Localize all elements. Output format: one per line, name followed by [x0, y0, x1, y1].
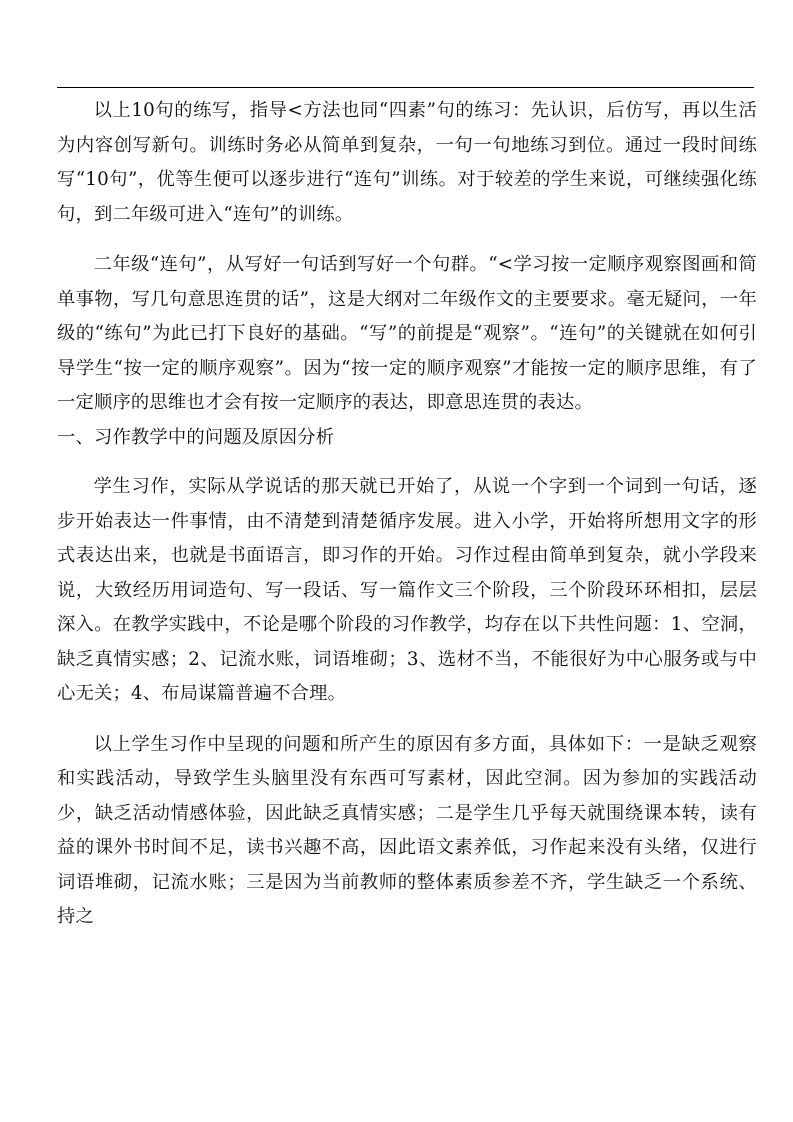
paragraph-writing-stages: 学生习作，实际从学说话的那天就已开始了，从说一个字到一个词到一句话，逐步开始表达一件事情，由不清楚到清楚循序发展。进入小学，开始将所想用文字的形式表达出来，也就是书面语言，即习作的开始。习作过程由简单到复杂，就小学段来说，大致经历用词造句、写一段话、写一篇作文三个阶段，三个阶段环环相扣，层层深入。在教学实践中，不论是哪个阶段的习作教学，均存在以下共性问题：1、空洞，缺乏真情实感；2、记流水账，词语堆砌；3、选材不当，不能很好为中心服务或与中心无关；4、布局谋篇普遍不合理。 [57, 476, 757, 704]
paragraph-grade-two-linking: 二年级“连句”，从写好一句话到写好一个句群。“<学习按一定顺序观察图画和简单事物，写几句意思连贯的话”，这是大纲对二年级作文的主要要求。毫无疑问，一年级的“练句”为此已打下良好的基础。“写”的前提是“观察”。“连句”的关键就在如何引导学生“按一定的顺序观察”。因为“按一定的顺序观察”才能按一定的顺序思维，有了一定顺序的思维也才会有按一定顺序的表达，即意思连贯的表达。 [57, 254, 757, 413]
paragraph-causes: 以上学生习作中呈现的问题和所产生的原因有多方面，具体如下：一是缺乏观察和实践活动，导致学生头脑里没有东西可写素材，因此空洞。因为参加的实践活动少，缺乏活动情感体验，因此缺乏真情实感；二是学生几乎每天就围绕课本转，读有益的课外书时间不足，读书兴趣不高，因此语文素养低，习作起来没有头绪，仅进行词语堆砌，记流水账；三是因为当前教师的整体素质参差不齐，学生缺乏一个系统、持之 [57, 733, 757, 927]
document-body [57, 94, 757, 935]
paragraph-sentence-practice: 以上10句的练写，指导<方法也同“四素”句的练习：先认识，后仿写，再以生活为内容创写新句。训练时务必从简单到复杂，一句一句地练习到位。通过一段时间练写“10句”，优等生便可以逐步进行“连句”训练。对于较差的学生来说，可继续强化练句，到二年级可进入“连句”的训练。 [57, 100, 757, 225]
header-rule [57, 87, 754, 88]
section-heading: 一、习作教学中的问题及原因分析 [57, 426, 335, 448]
